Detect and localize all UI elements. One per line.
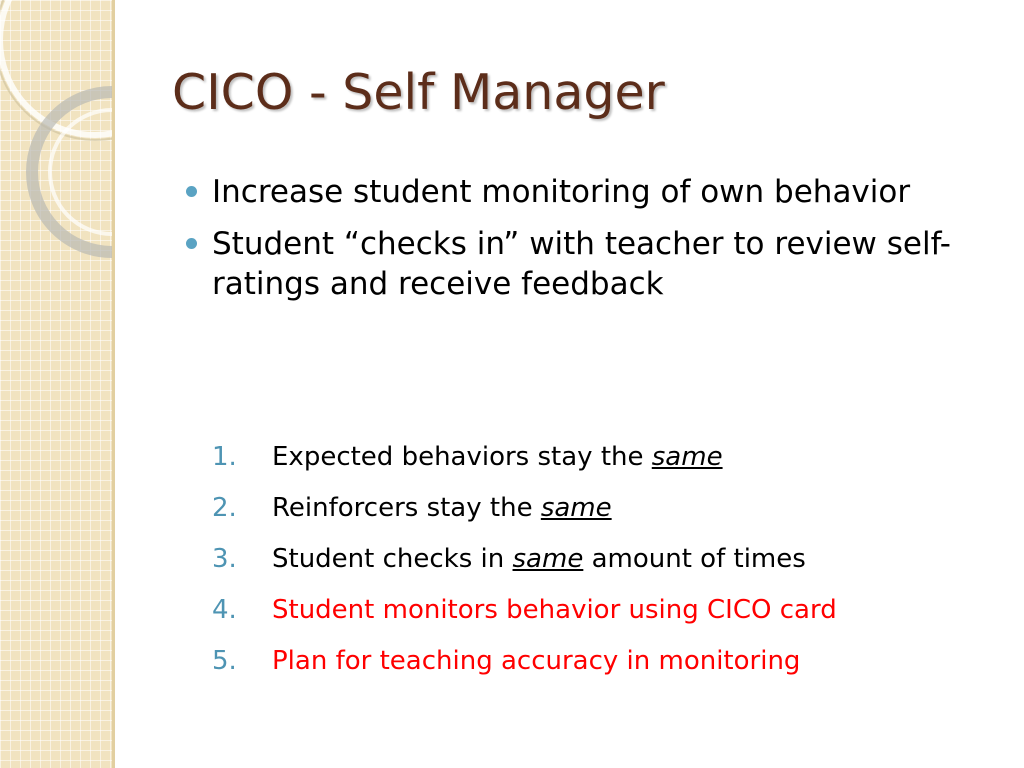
- bullet-text: Increase student monitoring of own behavior: [212, 174, 911, 210]
- bullet-list: [186, 172, 966, 316]
- decorative-rings-graphic: [0, 0, 112, 320]
- decorative-sidebar: [0, 0, 112, 768]
- item-text: Plan for teaching accuracy in monitoring: [272, 646, 801, 676]
- bullet-dot-icon: [186, 186, 197, 197]
- emphasis-word: same: [512, 544, 584, 574]
- numbered-item: [212, 542, 1002, 593]
- item-number: 4.: [212, 595, 237, 625]
- numbered-item: [212, 440, 1002, 491]
- item-number: 1.: [212, 442, 237, 472]
- item-text: Student checks in: [272, 544, 513, 574]
- numbered-item: [212, 491, 1002, 542]
- item-text-after: amount of times: [583, 544, 806, 574]
- sidebar-edge: [112, 0, 115, 768]
- bullet-text: Student “checks in” with teacher to review self-ratings and receive feedback: [212, 226, 951, 302]
- slide-title: CICO - Self Manager: [172, 64, 665, 121]
- item-text: Expected behaviors stay the: [272, 442, 652, 472]
- numbered-item-highlighted: [212, 644, 1002, 695]
- item-text: Student monitors behavior using CICO card: [272, 595, 837, 625]
- emphasis-word: same: [540, 493, 612, 523]
- item-number: 3.: [212, 544, 237, 574]
- bullet-dot-icon: [186, 238, 197, 249]
- emphasis-word: same: [651, 442, 723, 472]
- numbered-list: [212, 440, 1002, 695]
- item-number: 5.: [212, 646, 237, 676]
- bullet-item: [186, 172, 966, 212]
- item-text: Reinforcers stay the: [272, 493, 541, 523]
- item-number: 2.: [212, 493, 237, 523]
- numbered-item-highlighted: [212, 593, 1002, 644]
- bullet-item: [186, 224, 966, 304]
